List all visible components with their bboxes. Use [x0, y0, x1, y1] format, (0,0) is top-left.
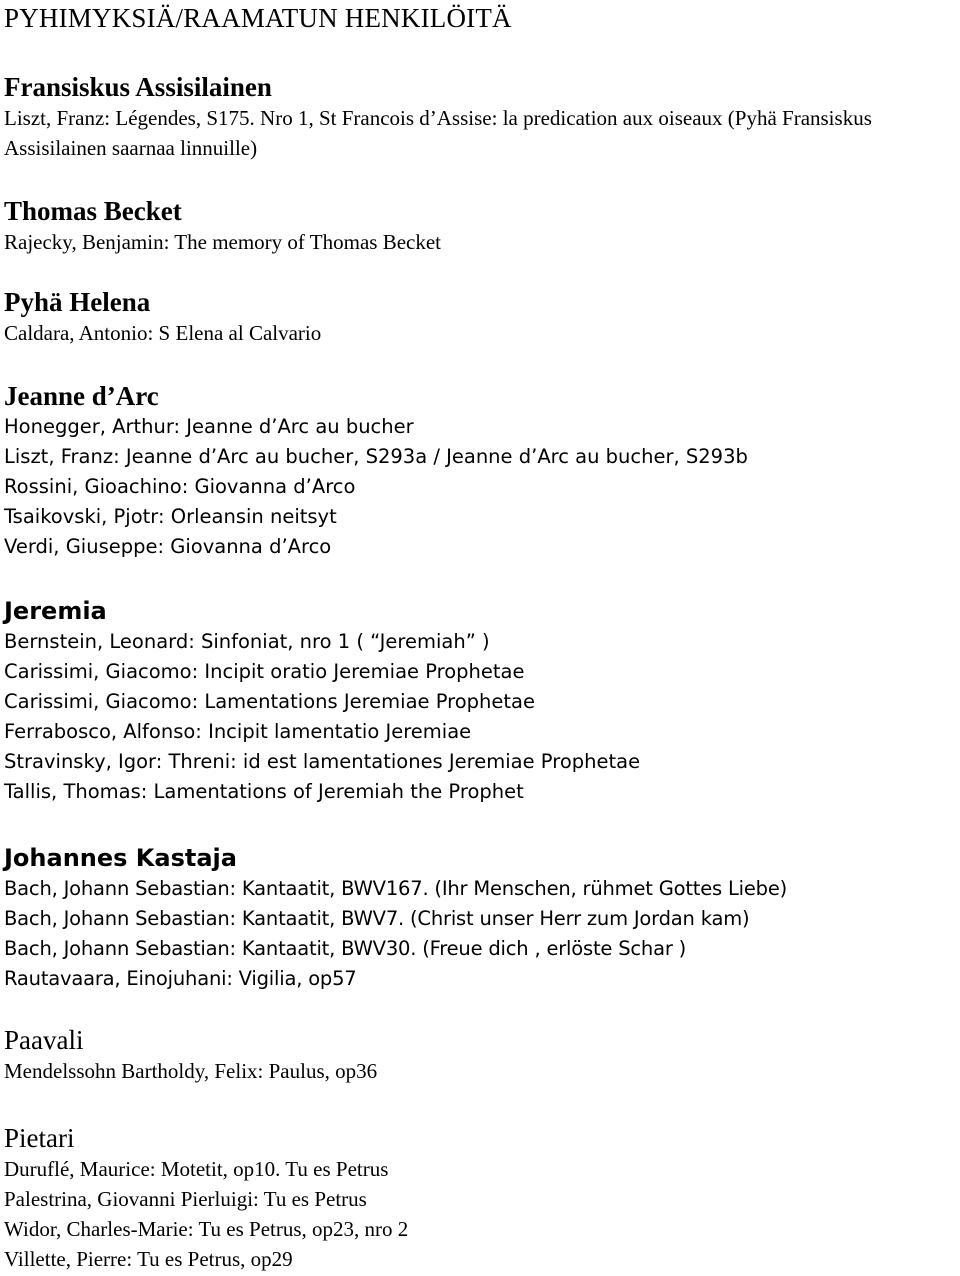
- section-johannes-kastaja: [4, 842, 956, 994]
- list-item: Rajecky, Benjamin: The memory of Thomas Becket: [4, 230, 442, 254]
- list-item: Caldara, Antonio: S Elena al Calvario: [4, 321, 322, 345]
- list-item: Bach, Johann Sebastian: Kantaatit, BWV7. (Christ unser Herr zum Jordan kam): [4, 907, 750, 930]
- list-item: Tsaikovski, Pjotr: Orleansin neitsyt: [4, 505, 337, 528]
- section-pietari: [4, 1122, 956, 1274]
- section-heading: Paavali: [4, 1025, 84, 1055]
- list-item: Stravinsky, Igor: Threni: id est lamentationes Jeremiae Prophetae: [4, 750, 641, 773]
- section-heading: Pyhä Helena: [4, 287, 151, 317]
- section-jeanne-darc: [4, 380, 956, 562]
- page-title: PYHIMYKSIÄ/RAAMATUN HENKILÖITÄ: [4, 3, 512, 33]
- list-item: Carissimi, Giacomo: Lamentations Jeremiae Prophetae: [4, 690, 535, 713]
- section-paavali: [4, 1024, 956, 1086]
- section-heading: Fransiskus Assisilainen: [4, 72, 272, 102]
- section-thomas-becket: [4, 195, 956, 257]
- list-item: Carissimi, Giacomo: Incipit oratio Jeremiae Prophetae: [4, 660, 525, 683]
- list-item: Bernstein, Leonard: Sinfoniat, nro 1 ( “Jeremiah” ): [4, 630, 490, 653]
- list-item: Liszt, Franz: Légendes, S175. Nro 1, St Francois d’Assise: la predication aux oiseaux (Pyhä Fransiskus Assisilainen saarnaa linnuille): [4, 106, 872, 160]
- section-jeremia: [4, 595, 956, 807]
- list-item: Ferrabosco, Alfonso: Incipit lamentatio Jeremiae: [4, 720, 472, 743]
- list-item: Widor, Charles-Marie: Tu es Petrus, op23, nro 2: [4, 1217, 409, 1241]
- section-heading: Jeremia: [4, 597, 107, 625]
- section-fransiskus-assisilainen: [4, 71, 956, 163]
- list-item: Mendelssohn Bartholdy, Felix: Paulus, op36: [4, 1059, 378, 1083]
- list-item: Duruflé, Maurice: Motetit, op10. Tu es Petrus: [4, 1157, 389, 1181]
- list-item: Rossini, Gioachino: Giovanna d’Arco: [4, 475, 356, 498]
- list-item: Tallis, Thomas: Lamentations of Jeremiah the Prophet: [4, 780, 524, 803]
- section-heading: Johannes Kastaja: [4, 844, 237, 872]
- list-item: Liszt, Franz: Jeanne d’Arc au bucher, S293a / Jeanne d’Arc au bucher, S293b: [4, 445, 748, 468]
- section-heading: Pietari: [4, 1123, 75, 1153]
- list-item: Villette, Pierre: Tu es Petrus, op29: [4, 1247, 293, 1271]
- list-item: Bach, Johann Sebastian: Kantaatit, BWV30. (Freue dich , erlöste Schar ): [4, 937, 687, 960]
- list-item: Rautavaara, Einojuhani: Vigilia, op57: [4, 967, 357, 990]
- list-item: Bach, Johann Sebastian: Kantaatit, BWV167. (Ihr Menschen, rühmet Gottes Liebe): [4, 877, 788, 900]
- list-item: Verdi, Giuseppe: Giovanna d’Arco: [4, 535, 332, 558]
- section-heading: Thomas Becket: [4, 196, 182, 226]
- section-pyha-helena: [4, 286, 956, 348]
- list-item: Palestrina, Giovanni Pierluigi: Tu es Petrus: [4, 1187, 367, 1211]
- section-heading: Jeanne d’Arc: [4, 381, 159, 411]
- list-item: Honegger, Arthur: Jeanne d’Arc au bucher: [4, 415, 414, 438]
